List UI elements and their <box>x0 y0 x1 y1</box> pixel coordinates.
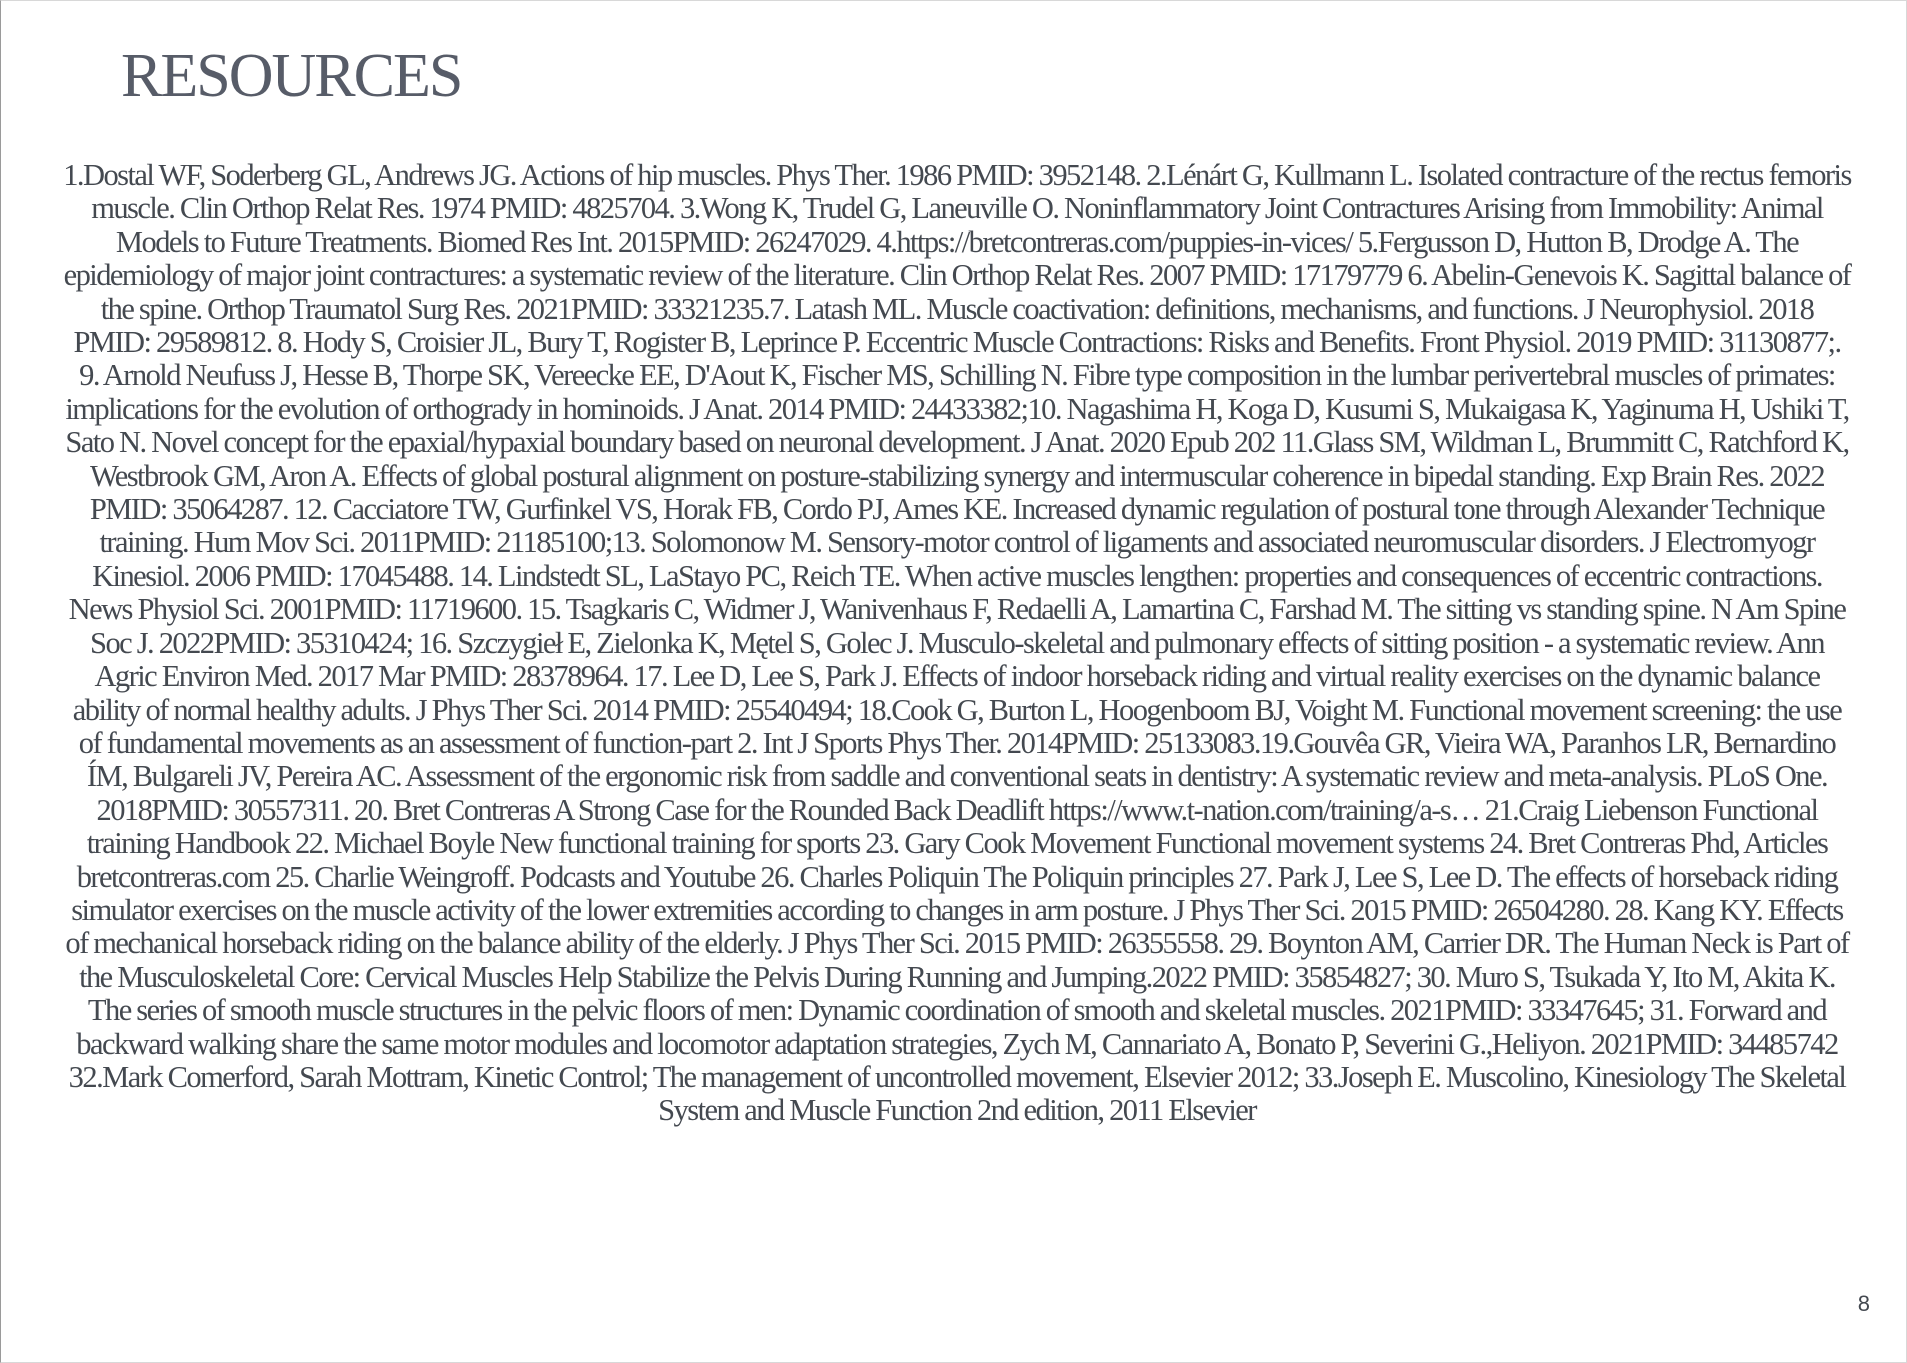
slide-title: RESOURCES <box>121 42 462 110</box>
references-text[interactable]: 1.Dostal WF, Soderberg GL, Andrews JG. Actions of hip muscles. Phys Ther. 1986 PMID: 3952148. 2.Lénárt G, Kullmann L. Isolated contracture of the rectus femoris muscle. Clin Orthop Relat Res. 1974 PMID: 4825704. 3.Wong K, Trudel G, Laneuville O. Noninflammatory Joint Contractures Arising from Immobility: Animal Models to Future Treatments. Biomed Res Int. 2015PMID: 26247029. 4.https://bretcontreras.com/puppies-in-vices/ 5.Fergusson D, Hutton B, Drodge A. The epidemiology of major joint contractures: a systematic review of the literature. Clin Orthop Relat Res. 2007 PMID: 17179779 6. Abelin-Genevois K. Sagittal balance of the spine. Orthop Traumatol Surg Res. 2021PMID: 33321235.7. Latash ML. Muscle coactivation: definitions, mechanisms, and functions. J Neurophysiol. 2018 PMID: 29589812. 8. Hody S, Croisier JL, Bury T, Rogister B, Leprince P. Eccentric Muscle Contractions: Risks and Benefits. Front Physiol. 2019 PMID: 31130877;. 9. Arnold Neufuss J, Hesse B, Thorpe SK, Vereecke EE, D'Aout K, Fischer MS, Schilling N. Fibre type composition in the lumbar perivertebral muscles of primates: implications for the evolution of orthogrady in hominoids. J Anat. 2014 PMID: 24433382;10. Nagashima H, Koga D, Kusumi S, Mukaigasa K, Yaginuma H, Ushiki T, Sato N. Novel concept for the epaxial/hypaxial boundary based on neuronal development. J Anat. 2020 Epub 202 11.Glass SM, Wildman L, Brummitt C, Ratchford K, Westbrook GM, Aron A. Effects of global postural alignment on posture-stabilizing synergy and intermuscular coherence in bipedal standing. Exp Brain Res. 2022 PMID: 35064287. 12. Cacciatore TW, Gurfinkel VS, Horak FB, Cordo PJ, Ames KE. Increased dynamic regulation of postural tone through Alexander Technique training. Hum Mov Sci. 2011PMID: 21185100;13. Solomonow M. Sensory-motor control of ligaments and associated neuromuscular disorders. J Electromyogr Kinesiol. 2006 PMID: 17045488. 14. Lindstedt SL, LaStayo PC, Reich TE. When active muscles lengthen: properties and consequences of eccentric contractions. News Physiol Sci. 2001PMID: 11719600. 15. Tsagkaris C, Widmer J, Wanivenhaus F, Redaelli A, Lamartina C, Farshad M. The sitting vs standing spine. N Am Spine Soc J. 2022PMID: 35310424; 16. Szczygieł E, Zielonka K, Mętel S, Golec J. Musculo-skeletal and pulmonary effects of sitting position - a systematic review. Ann Agric Environ Med. 2017 Mar PMID: 28378964. 17. Lee D, Lee S, Park J. Effects of indoor horseback riding and virtual reality exercises on the dynamic balance ability of normal healthy adults. J Phys Ther Sci. 2014 PMID: 25540494; 18.Cook G, Burton L, Hoogenboom BJ, Voight M. Functional movement screening: the use of fundamental movements as an assessment of function-part 2. Int J Sports Phys Ther. 2014PMID: 25133083.19.Gouvêa GR, Vieira WA, Paranhos LR, Bernardino ÍM, Bulgareli JV, Pereira AC. Assessment of the ergonomic risk from saddle and conventional seats in dentistry: A systematic review and meta-analysis. PLoS One. 2018PMID: 30557311. 20. Bret Contreras A Strong Case for the Rounded Back Deadlift https://www.t-nation.com/training/a-s… 21.Craig Liebenson Functional training Handbook 22. Michael Boyle New functional training for sports 23. Gary Cook Movement Functional movement systems 24. Bret Contreras Phd, Articles bretcontreras.com 25. Charlie Weingroff. Podcasts and Youtube 26. Charles Poliquin The Poliquin principles 27. Park J, Lee S, Lee D. The effects of horseback riding simulator exercises on the muscle activity of the lower extremities according to changes in arm posture. J Phys Ther Sci. 2015 PMID: 26504280. 28. Kang KY. Effects of mechanical horseback riding on the balance ability of the elderly. J Phys Ther Sci. 2015 PMID: 26355558. 29. Boynton AM, Carrier DR. The Human Neck is Part of the Musculoskeletal Core: Cervical Muscles Help Stabilize the Pelvis During Running and Jumping.2022 PMID: 35854827; 30. Muro S, Tsukada Y, Ito M, Akita K. The series of smooth muscle structures in the pelvic floors of men: Dynamic coordination of smooth and skeletal muscles. 2021PMID: 33347645; 31. Forward and backward walking share the same motor modules and locomotor adaptation strategies, Zych M, Cannariato A, Bonato P, Severini G.,Heliyon. 2021PMID: 34485742 32.Mark Comerford, Sarah Mottram, Kinetic Control; The management of uncontrolled movement, Elsevier 2012; 33.Joseph E. Muscolino, Kinesiology The Skeletal System and Muscle Function 2nd edition, 2011 Elsevier <box>63 158 1851 1128</box>
page-number: 8 <box>1857 1291 1870 1316</box>
